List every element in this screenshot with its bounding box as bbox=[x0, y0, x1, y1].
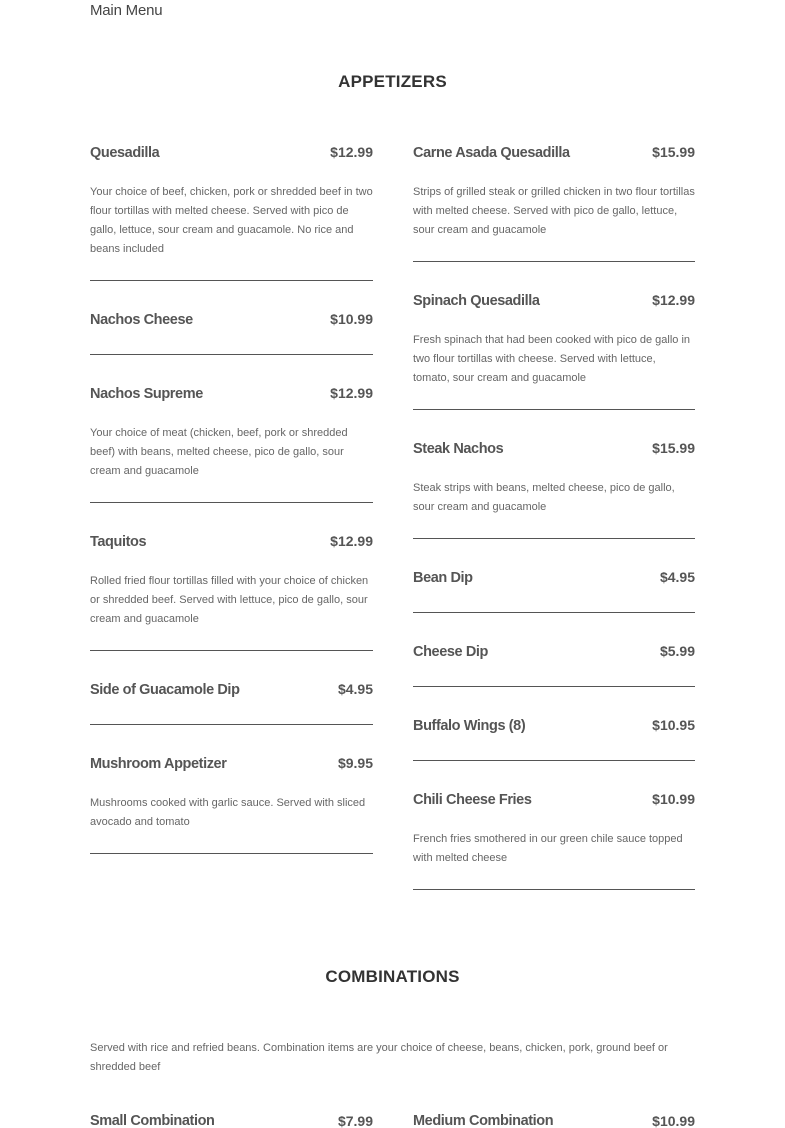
menu-item bbox=[413, 292, 695, 410]
item-name: Spinach Quesadilla bbox=[413, 293, 540, 309]
item-price: $12.99 bbox=[330, 385, 373, 401]
item-description: Steak strips with beans, melted cheese, pico de gallo, sour cream and guacamole bbox=[413, 482, 675, 513]
menu-item bbox=[90, 533, 373, 651]
item-price: $10.95 bbox=[652, 717, 695, 733]
item-name: Bean Dip bbox=[413, 570, 473, 586]
menu-item bbox=[413, 717, 695, 761]
menu-item bbox=[90, 755, 373, 854]
item-name: Mushroom Appetizer bbox=[90, 756, 227, 772]
item-name: Cheese Dip bbox=[413, 644, 488, 660]
item-header bbox=[90, 755, 373, 777]
item-price: $4.95 bbox=[659, 569, 695, 585]
menu-item bbox=[90, 1113, 373, 1128]
item-name: Taquitos bbox=[90, 534, 147, 550]
item-name: Medium Combination bbox=[413, 1113, 554, 1128]
item-price: $15.99 bbox=[652, 440, 695, 456]
item-name: Steak Nachos bbox=[413, 441, 504, 457]
item-description: Your choice of meat (chicken, beef, pork or shredded beef) with beans, melted cheese, pico de gallo, sour cream and guacamole bbox=[90, 427, 348, 477]
item-header bbox=[413, 643, 695, 665]
item-price: $12.99 bbox=[330, 533, 373, 549]
item-header bbox=[413, 717, 695, 739]
appetizers-left-column bbox=[90, 144, 373, 854]
item-header bbox=[90, 385, 373, 407]
item-price: $10.99 bbox=[652, 1113, 695, 1128]
item-price: $12.99 bbox=[652, 292, 695, 308]
menu-item bbox=[413, 144, 695, 262]
menu-item bbox=[413, 791, 695, 890]
item-price: $15.99 bbox=[652, 144, 695, 160]
item-description: Strips of grilled steak or grilled chicken in two flour tortillas with melted cheese. Served with pico de gallo, lettuce, sour cream and guacamole bbox=[413, 186, 695, 236]
menu-item bbox=[413, 440, 695, 539]
item-price: $10.99 bbox=[330, 311, 373, 327]
item-price: $9.95 bbox=[337, 755, 373, 771]
item-description: Fresh spinach that had been cooked with pico de gallo in two flour tortillas with cheese. Served with lettuce, tomato, sour cream and guacamole bbox=[413, 334, 691, 384]
item-description: Rolled fried flour tortillas filled with your choice of chicken or shredded beef. Served with lettuce, pico de gallo, sour cream and guacamole bbox=[90, 575, 369, 625]
item-price: $7.99 bbox=[337, 1113, 373, 1128]
item-name: Side of Guacamole Dip bbox=[90, 682, 240, 698]
appetizers-heading: APPETIZERS bbox=[338, 72, 447, 91]
appetizers-right-column bbox=[413, 144, 695, 890]
menu-item bbox=[413, 643, 695, 687]
item-price: $5.99 bbox=[659, 643, 695, 659]
item-name: Chili Cheese Fries bbox=[413, 792, 532, 808]
item-name: Small Combination bbox=[90, 1113, 215, 1128]
item-header bbox=[90, 144, 373, 166]
item-name: Nachos Supreme bbox=[90, 386, 203, 402]
combinations-heading: COMBINATIONS bbox=[325, 967, 460, 986]
item-description: French fries smothered in our green chile sauce topped with melted cheese bbox=[413, 833, 683, 864]
item-price: $10.99 bbox=[652, 791, 695, 807]
item-description: Mushrooms cooked with garlic sauce. Served with sliced avocado and tomato bbox=[90, 797, 366, 828]
menu-item bbox=[90, 311, 373, 355]
item-header bbox=[413, 144, 695, 166]
menu-item bbox=[413, 569, 695, 613]
menu-item bbox=[90, 144, 373, 281]
item-header bbox=[90, 311, 373, 333]
item-header bbox=[413, 440, 695, 462]
item-header bbox=[413, 569, 695, 591]
item-name: Carne Asada Quesadilla bbox=[413, 145, 570, 161]
item-name: Nachos Cheese bbox=[90, 312, 193, 328]
item-name: Quesadilla bbox=[90, 145, 160, 161]
menu-item bbox=[413, 1113, 695, 1128]
item-price: $4.95 bbox=[337, 681, 373, 697]
item-header bbox=[413, 292, 695, 314]
menu-item bbox=[90, 681, 373, 725]
item-header bbox=[90, 533, 373, 555]
item-header bbox=[413, 791, 695, 813]
item-header bbox=[90, 681, 373, 703]
menu-item bbox=[90, 385, 373, 503]
page-title: Main Menu bbox=[90, 2, 163, 19]
item-description: Your choice of beef, chicken, pork or shredded beef in two flour tortillas with melted cheese. Served with pico de gallo, lettuce, sour cream and guacamole. No rice and beans included bbox=[90, 186, 373, 255]
item-price: $12.99 bbox=[330, 144, 373, 160]
item-name: Buffalo Wings (8) bbox=[413, 718, 526, 734]
combinations-note: Served with rice and refried beans. Combination items are your choice of cheese, beans, chicken, pork, ground beef or shredded beef bbox=[90, 1042, 668, 1073]
